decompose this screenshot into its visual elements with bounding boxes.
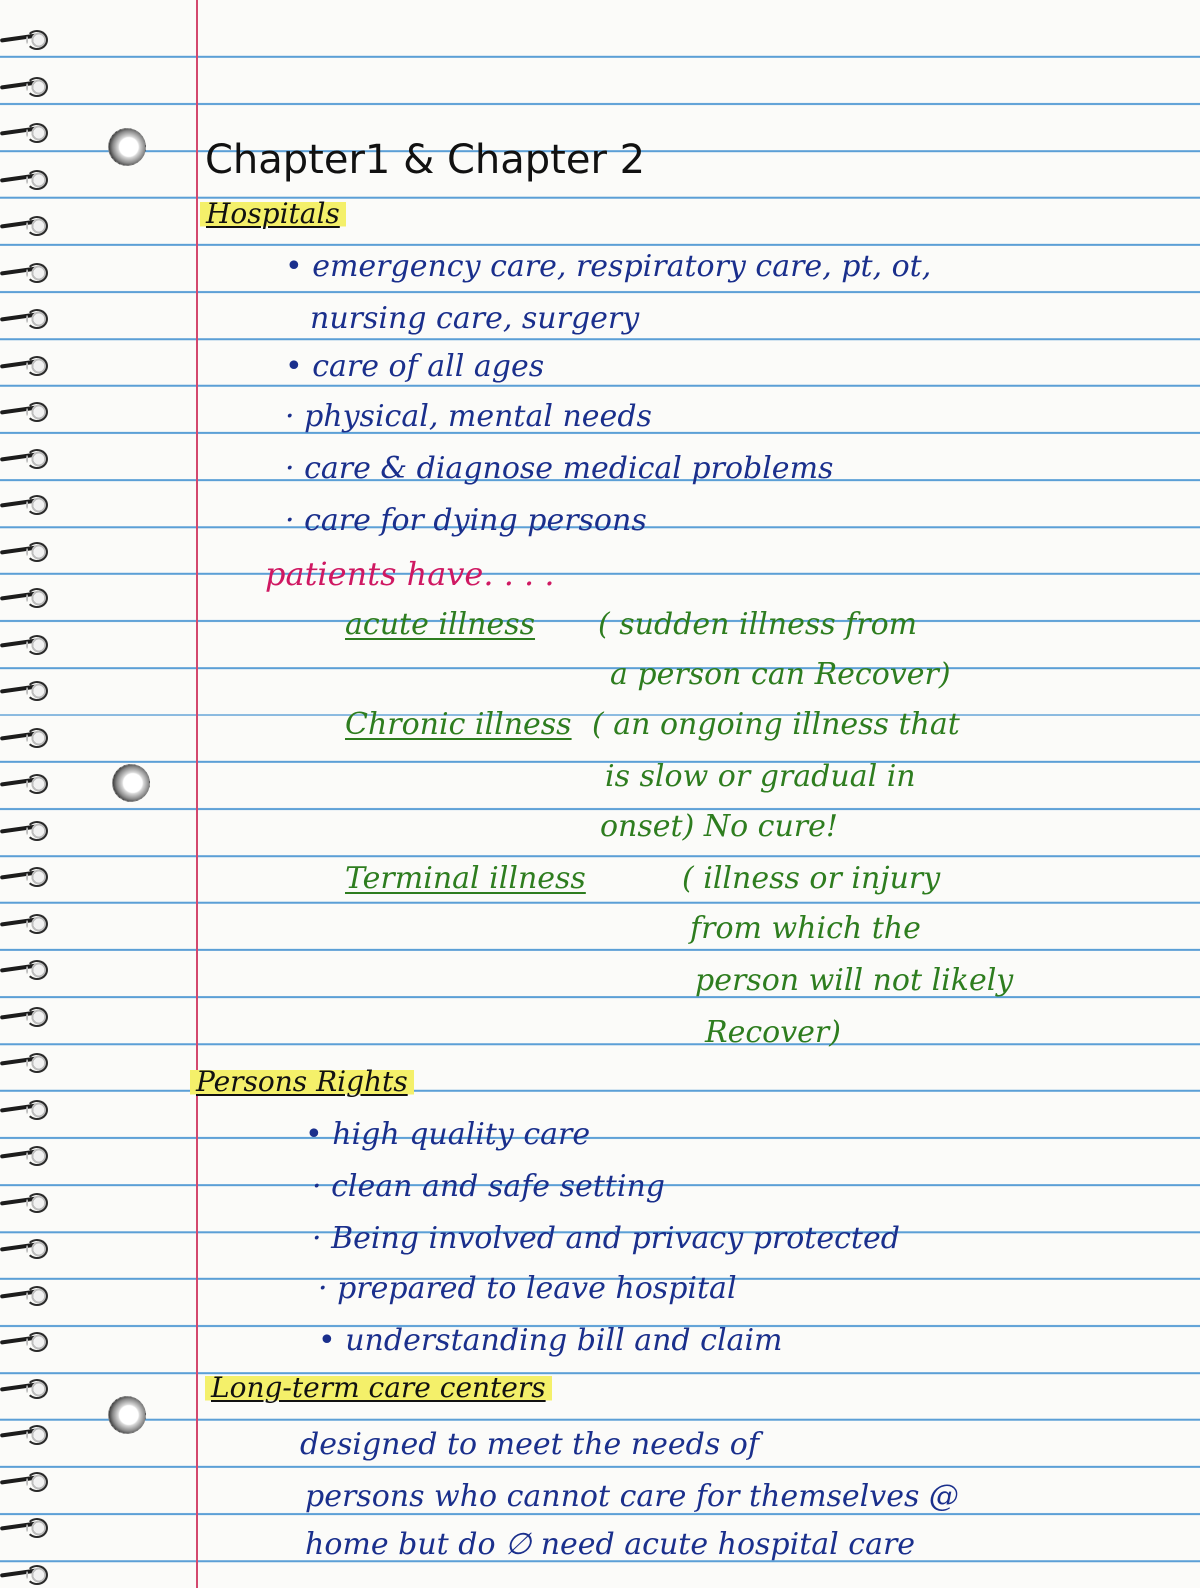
patients-have-label: patients have. . . . bbox=[265, 555, 555, 593]
spiral-ring bbox=[0, 681, 58, 697]
hospital-bullet: · physical, mental needs bbox=[285, 399, 652, 434]
chronic-illness-definition: onset) No cure! bbox=[600, 809, 838, 844]
spiral-ring bbox=[0, 309, 58, 325]
rights-bullet: • understanding bill and claim bbox=[318, 1323, 783, 1358]
spiral-ring bbox=[0, 123, 58, 139]
spiral-ring bbox=[0, 449, 58, 465]
spiral-ring bbox=[0, 1146, 58, 1162]
spiral-ring bbox=[0, 728, 58, 744]
spiral-ring bbox=[0, 263, 58, 279]
spiral-ring bbox=[0, 1239, 58, 1255]
punch-hole bbox=[108, 128, 146, 166]
spiral-ring bbox=[0, 1518, 58, 1534]
spiral-ring bbox=[0, 402, 58, 418]
acute-illness-term: acute illness bbox=[345, 607, 536, 642]
spiral-ring bbox=[0, 77, 58, 93]
punch-hole bbox=[112, 764, 150, 802]
rights-bullet: • high quality care bbox=[305, 1117, 591, 1152]
chronic-illness-definition: ( an ongoing illness that bbox=[592, 707, 960, 742]
spiral-ring bbox=[0, 1332, 58, 1348]
spiral-ring bbox=[0, 914, 58, 930]
chronic-illness-term: Chronic illness bbox=[345, 707, 572, 742]
section-heading-long-term: Long-term care centers bbox=[205, 1374, 552, 1402]
hospital-bullet: nursing care, surgery bbox=[310, 301, 640, 336]
long-term-text: persons who cannot care for themselves @ bbox=[305, 1479, 959, 1514]
spiral-binding bbox=[0, 0, 80, 1588]
terminal-illness-definition: Recover) bbox=[705, 1015, 841, 1050]
spiral-ring bbox=[0, 774, 58, 790]
spiral-ring bbox=[0, 30, 58, 46]
spiral-ring bbox=[0, 1565, 58, 1581]
page-title: Chapter1 & Chapter 2 bbox=[205, 137, 646, 183]
rights-bullet: · Being involved and privacy protected bbox=[312, 1221, 900, 1256]
spiral-ring bbox=[0, 1286, 58, 1302]
chronic-illness-definition: is slow or gradual in bbox=[605, 759, 916, 794]
spiral-ring bbox=[0, 216, 58, 232]
spiral-ring bbox=[0, 1425, 58, 1441]
spiral-ring bbox=[0, 542, 58, 558]
acute-illness-definition: a person can Recover) bbox=[610, 657, 951, 692]
spiral-ring bbox=[0, 1053, 58, 1069]
rights-bullet: · prepared to leave hospital bbox=[318, 1271, 737, 1306]
spiral-ring bbox=[0, 821, 58, 837]
spiral-ring bbox=[0, 495, 58, 511]
spiral-ring bbox=[0, 356, 58, 372]
long-term-text: home but do ∅ need acute hospital care bbox=[305, 1527, 916, 1562]
terminal-illness-term: Terminal illness bbox=[345, 861, 586, 896]
terminal-illness-definition: from which the bbox=[690, 911, 921, 946]
punch-hole bbox=[108, 1396, 146, 1434]
spiral-ring bbox=[0, 960, 58, 976]
rights-bullet: · clean and safe setting bbox=[312, 1169, 665, 1204]
spiral-ring bbox=[0, 170, 58, 186]
spiral-ring bbox=[0, 1007, 58, 1023]
terminal-illness-definition: ( illness or injury bbox=[682, 861, 941, 896]
spiral-ring bbox=[0, 867, 58, 883]
long-term-text: designed to meet the needs of bbox=[300, 1427, 759, 1462]
section-heading-rights: Persons Rights bbox=[190, 1068, 414, 1096]
hospital-bullet: · care for dying persons bbox=[285, 503, 647, 538]
spiral-ring bbox=[0, 1379, 58, 1395]
terminal-illness-definition: person will not likely bbox=[695, 963, 1014, 998]
hospital-bullet: • emergency care, respiratory care, pt, ot, bbox=[285, 249, 932, 284]
hospital-bullet: • care of all ages bbox=[285, 349, 545, 384]
spiral-ring bbox=[0, 1193, 58, 1209]
section-heading-hospitals: Hospitals bbox=[200, 200, 346, 228]
margin-line bbox=[196, 0, 198, 1588]
spiral-ring bbox=[0, 588, 58, 604]
hospital-bullet: · care & diagnose medical problems bbox=[285, 451, 834, 486]
spiral-ring bbox=[0, 1472, 58, 1488]
spiral-ring bbox=[0, 1100, 58, 1116]
acute-illness-definition: ( sudden illness from bbox=[598, 607, 918, 642]
spiral-ring bbox=[0, 635, 58, 651]
